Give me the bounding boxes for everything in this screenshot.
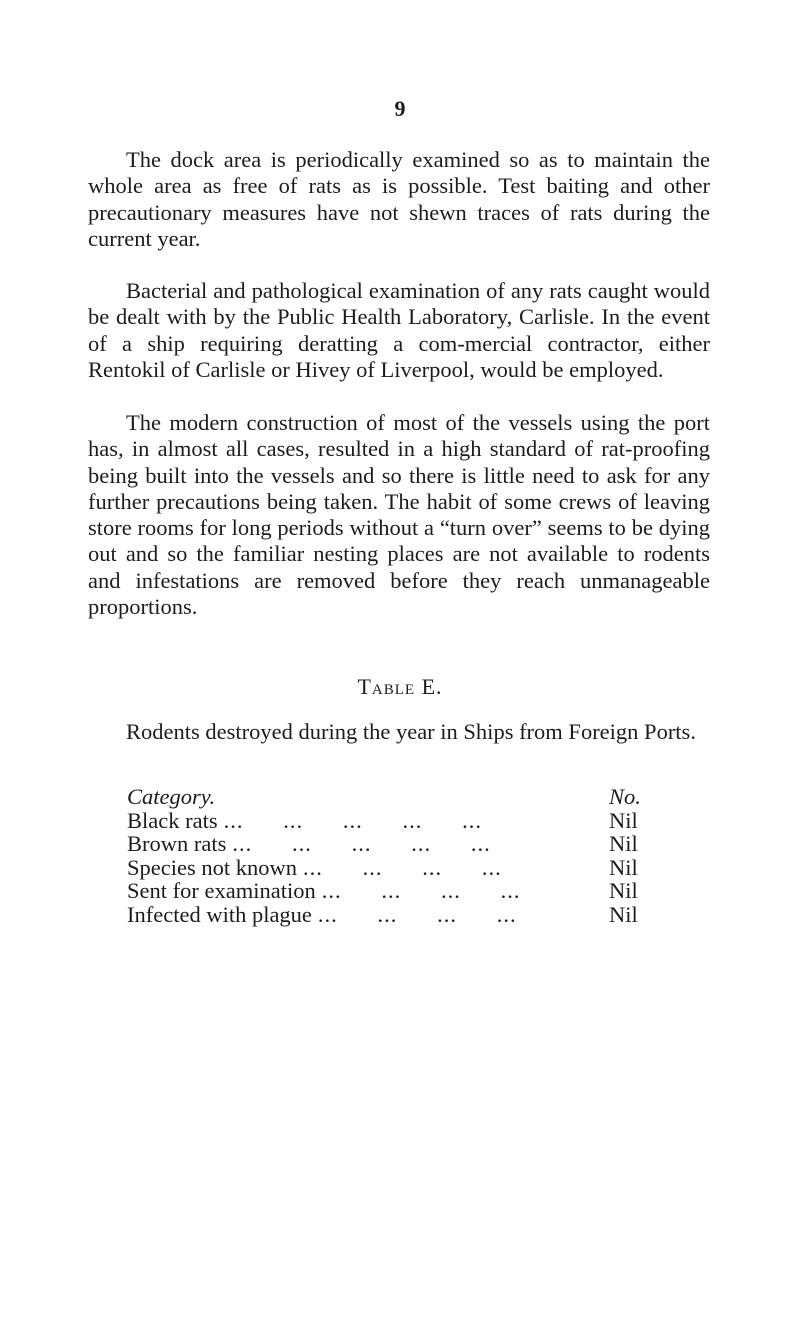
paragraph-modern-construction: The modern construction of most of the vessels using the port has, in almost all cases, resulted in a high standard of rat-proofing being built into the vessels and so there is little need to ask for any further precautions being taken. The habit of some crews of leaving store rooms for long periods without a “turn over” seems to be dying out and so the familiar nesting places are not available to rodents and infestations are removed before they reach unmanageable proportions. xyxy=(88,410,710,620)
paragraph-bacterial-examination: Bacterial and pathological examination of any rats caught would be dealt with by the Public Health Laboratory, Carlisle. In the event of a ship requiring deratting a com-mercial contractor, either Rentokil of Carlisle or Hivey of Liverpool, would be employed. xyxy=(88,278,710,382)
table-row xyxy=(127,809,655,833)
paragraph-dock-area: The dock area is periodically examined so as to maintain the whole area as free of rats as is possible. Test baiting and other precautionary measures have not shewn traces of rats during the current year. xyxy=(88,147,710,251)
row-value: Nil xyxy=(609,854,638,880)
table-caption: Rodents destroyed during the year in Ships from Foreign Ports. xyxy=(126,719,696,744)
rodents-table xyxy=(127,785,655,926)
row-category: Species not known xyxy=(127,854,297,880)
row-leader-dots: ... ... ... ... xyxy=(317,902,517,926)
page-number: 9 xyxy=(394,96,406,121)
table-row xyxy=(127,903,655,927)
row-value: Nil xyxy=(609,807,638,833)
row-category: Sent for examination xyxy=(127,878,316,903)
row-category: Brown rats xyxy=(127,831,227,856)
row-leader-dots: ... ... ... ... ... xyxy=(232,832,491,856)
row-value: Nil xyxy=(609,901,638,927)
row-leader-dots: ... ... ... ... xyxy=(321,879,521,903)
row-category: Infected with plague xyxy=(127,901,312,927)
header-number: No. xyxy=(609,784,641,809)
header-category: Category. xyxy=(127,784,216,809)
table-row xyxy=(127,856,655,880)
table-row xyxy=(127,879,655,903)
row-leader-dots: ... ... ... ... ... xyxy=(223,808,482,832)
table-row xyxy=(127,832,655,856)
table-title: Table E. xyxy=(357,674,443,699)
row-value: Nil xyxy=(609,878,638,903)
row-leader-dots: ... ... ... ... xyxy=(302,855,502,879)
row-value: Nil xyxy=(609,831,638,856)
row-category: Black rats xyxy=(127,807,218,833)
table-header-row xyxy=(127,785,655,809)
